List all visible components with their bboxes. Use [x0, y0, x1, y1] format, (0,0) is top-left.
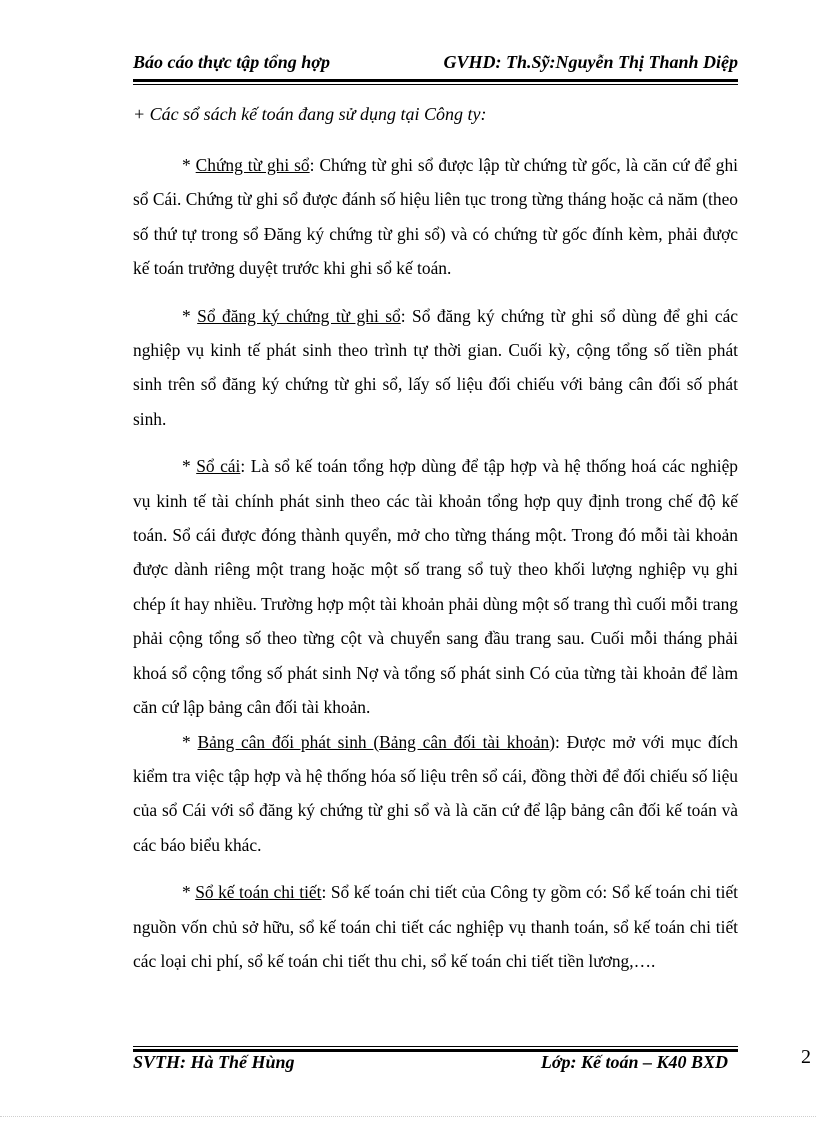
supervisor-name: GVHD: Th.Sỹ:Nguyễn Thị Thanh Diệp [443, 52, 738, 72]
term-so-dang-ky: Sổ đăng ký chứng từ ghi sổ [197, 305, 401, 326]
document-body [133, 148, 738, 978]
page-number: 2 [801, 1046, 811, 1068]
report-title: Báo cáo thực tập tổng hợp [133, 52, 330, 72]
bullet: * [182, 731, 198, 752]
bullet: * [182, 882, 196, 903]
paragraph-so-dang-ky [133, 299, 738, 437]
page-header [133, 52, 738, 73]
paragraph-text: : Chứng từ ghi sổ được lập từ chứng từ gốc, là căn cứ để ghi sổ Cái. Chứng từ ghi sổ được đánh số hiệu liên tục trong từng tháng hoặc cả năm (theo số thứ tự trong sổ Đăng ký chứng từ ghi sổ) và có chứng từ gốc đính kèm, phải được kế toán trưởng duyệt trước khi ghi sổ kế toán. [133, 155, 738, 279]
term-bang-can-doi: Bảng cân đối phát sinh (Bảng cân đối tài khoản) [197, 731, 556, 752]
paragraph-bang-can-doi [133, 725, 738, 863]
paragraph-text: : Sổ kế toán chi tiết của Công ty gồm có: Sổ kế toán chi tiết nguồn vốn chủ sở hữu, sổ kế toán chi tiết các nghiệp vụ thanh toán, sổ kế toán chi tiết các loại chi phí, sổ kế toán chi tiết thu chi, sổ kế toán chi tiết tiền lương,…. [133, 882, 738, 971]
paragraph-text: : Được mở với mục đích kiểm tra việc tập hợp và hệ thống hóa số liệu trên sổ cái, đồng thời để đối chiếu số liệu của sổ Cái với sổ đăng ký chứng từ ghi sổ và là căn cứ để lập bảng cân đối kế toán và các báo biểu khác. [133, 731, 738, 855]
bullet: * [182, 305, 198, 326]
student-name: SVTH: Hà Thế Hùng [133, 1052, 295, 1072]
paragraph-chung-tu-ghi-so [133, 148, 738, 286]
bullet: * [182, 456, 197, 477]
term-chung-tu-ghi-so: Chứng từ ghi sổ [195, 155, 310, 175]
paragraph-text: : Là sổ kế toán tổng hợp dùng để tập hợp và hệ thống hoá các nghiệp vụ kinh tế tài chính phát sinh theo các tài khoản tổng hợp quy định trong chế độ kế toán. Sổ cái được đóng thành quyển, mở cho từng tháng một. Trong đó mỗi tài khoản được dành riêng một trang hoặc một số trang sổ tuỳ theo khối lượng nghiệp vụ ghi chép ít hay nhiều. Trường hợp một tài khoản phải dùng một số trang thì cuối mỗi trang phải cộng tổng số theo từng cột và chuyển sang đầu trang sau. Cuối mỗi tháng phải khoá sổ cộng tổng số phát sinh Nợ và tổng số phát sinh Có của từng tài khoản để làm căn cứ lập bảng cân đối tài khoản. [133, 456, 738, 718]
bullet: * [182, 155, 196, 175]
paragraph-so-cai [133, 449, 738, 724]
section-intro: + Các sổ sách kế toán đang sử dụng tại Công ty: [133, 104, 487, 124]
term-so-chi-tiet: Sổ kế toán chi tiết [195, 882, 322, 903]
paragraph-so-chi-tiet [133, 875, 738, 978]
paragraph-text: : Sổ đăng ký chứng từ ghi sổ dùng để ghi các nghiệp vụ kinh tế phát sinh theo trình tự thời gian. Cuối kỳ, cộng tổng số tiền phát sinh trên sổ đăng ký chứng từ ghi sổ, lấy số liệu đối chiếu với bảng cân đối số phát sinh. [133, 305, 739, 429]
class-name: Lớp: Kế toán – K40 BXD [540, 1052, 728, 1072]
page-footer [133, 1052, 728, 1073]
term-so-cai: Sổ cái [196, 456, 241, 477]
header-divider [133, 79, 738, 85]
page-bottom-border [0, 1116, 816, 1117]
